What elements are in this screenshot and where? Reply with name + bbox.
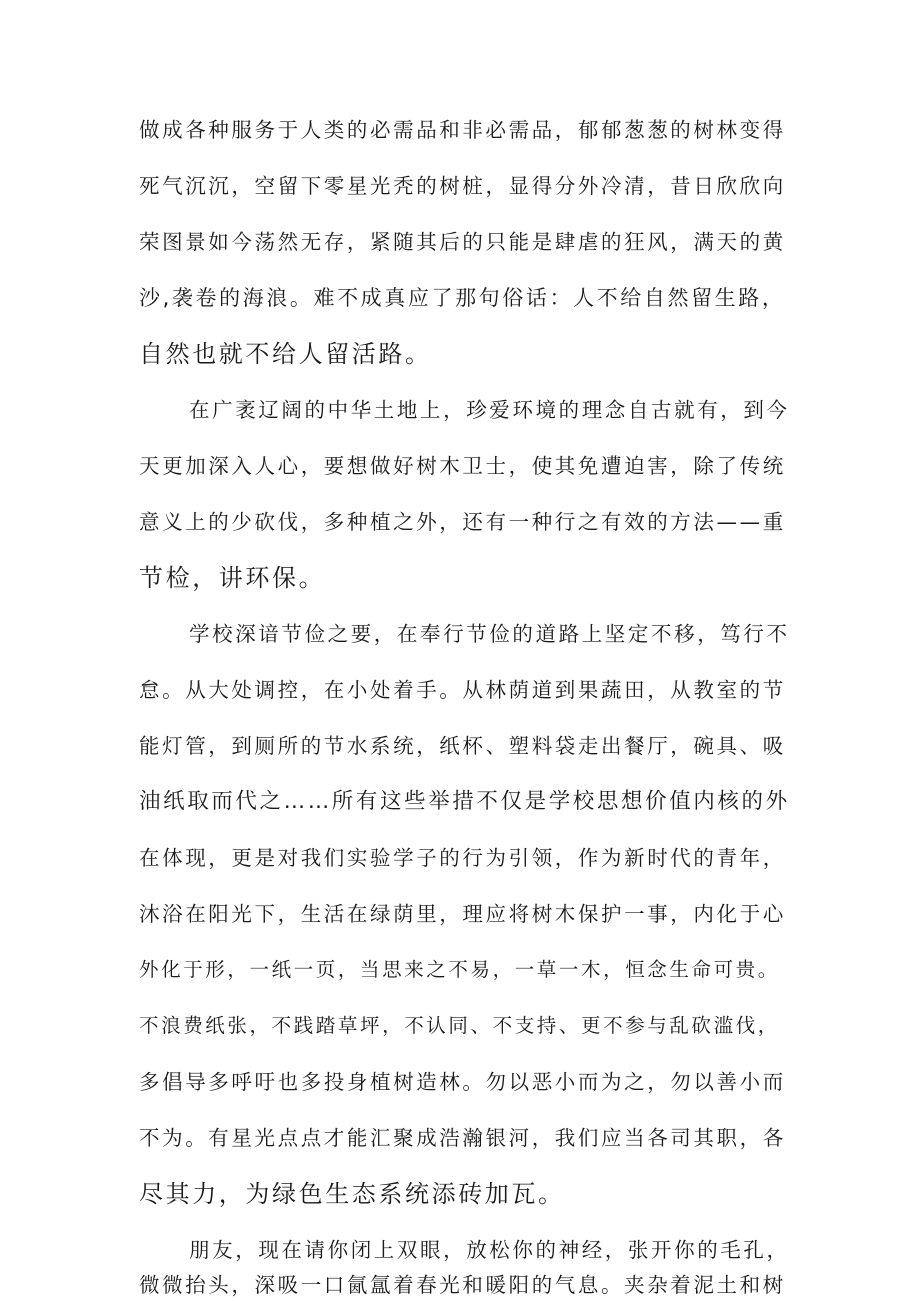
paragraph-line: 微微抬头，深吸一口氤氲着春光和暖阳的气息。夹杂着泥土和树 [139,1273,786,1297]
paragraph-line: 节检，讲环保。 [139,564,326,592]
paragraph-line: 在体现，更是对我们实验学子的行为引领，作为新时代的青年， [139,846,786,870]
paragraph-line: 不为。有星光点点才能汇聚成浩瀚银河，我们应当各司其职，各 [139,1126,786,1150]
paragraph-line: 能灯管，到厕所的节水系统，纸杯、塑料袋走出餐厅，碗具、吸 [139,734,786,758]
paragraph-line: 多倡导多呼吁也多投身植树造林。勿以恶小而为之，勿以善小而 [139,1070,786,1094]
paragraph-line: 做成各种服务于人类的必需品和非必需品，郁郁葱葱的树林变得 [139,118,786,142]
paragraph-line: 天更加深入人心，要想做好树木卫士，使其免遭迫害，除了传统 [139,454,786,478]
paragraph-line: 学校深谙节俭之要，在奉行节俭的道路上坚定不移，笃行不 [189,622,790,646]
paragraph-line: 不浪费纸张，不践踏草坪，不认同、不支持、更不参与乱砍滥伐， [139,1014,780,1037]
paragraph-line: 荣图景如今荡然无存，紧随其后的只能是肆虐的狂风，满天的黄 [139,230,786,254]
paragraph-line: 朋友，现在请你闭上双眼，放松你的神经，张开你的毛孔， [189,1238,790,1262]
paragraph-line: 沙,袭卷的海浪。难不成真应了那句俗话：人不给自然留生路， [139,286,786,310]
paragraph-line: 外化于形，一纸一页，当思来之不易，一草一木，恒念生命可贵。 [139,958,780,981]
paragraph-line: 沐浴在阳光下，生活在绿荫里，理应将树木保护一事，内化于心 [139,902,786,926]
paragraph-line: 尽其力，为绿色生态系统添砖加瓦。 [139,1180,565,1208]
paragraph-line: 死气沉沉，空留下零星光秃的树桩，显得分外冷清，昔日欣欣向 [139,174,786,198]
paragraph-line: 油纸取而代之……所有这些举措不仅是学校思想价值内核的外 [139,789,790,814]
paragraph-line: 自然也就不给人留活路。 [139,340,432,368]
paragraph-line: 怠。从大处调控，在小处着手。从林荫道到果蔬田，从教室的节 [139,678,786,702]
paragraph-line: 意义上的少砍伐，多种植之外，还有一种行之有效的方法——重 [139,510,786,534]
paragraph-line: 在广袤辽阔的中华土地上，珍爱环境的理念自古就有，到今 [189,398,790,422]
